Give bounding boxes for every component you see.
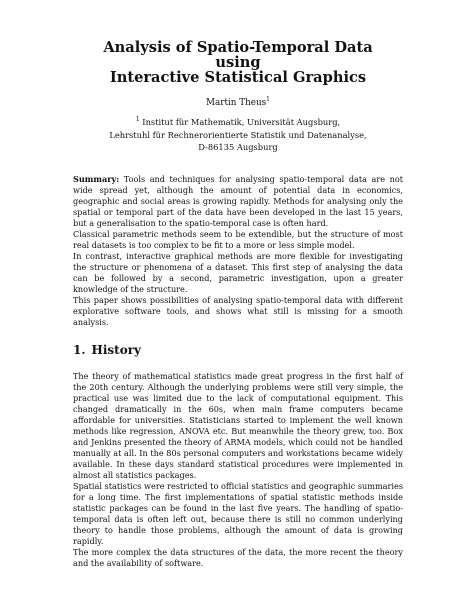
affiliation-block [73,116,403,154]
section-heading [73,343,403,357]
title-line-1: Analysis of Spatio-Temporal Data [103,39,373,56]
summary-paragraph [73,174,403,229]
author-footnote-mark: 1 [266,96,270,104]
summary-label: Summary: [73,173,120,184]
summary-text-1: Tools and techniques for analysing spatio-temporal data are not wide spread yet, although the amount of potential data in economics, geographic and social areas is growing rapidly. Methods for analysing only the spatial or temporal part of the data have been developed in the last 15 years, but a generalisation to the spatio-temporal case is often hard. [73,173,404,228]
summary-block [73,174,403,328]
affiliation-mark: 1 [135,116,140,124]
body-paragraph: Spatial statistics were restricted to official statistics and geographic summaries for a long time. The first implementations of spatial statistic methods inside statistic packages can be found in the last five years. The handling of spatio-temporal data is often left out, because there is still no common underlying theory to handle those problems, although the amount of data is growing rapidly. [73,480,403,546]
summary-paragraph: In contrast, interactive graphical methods are more flexible for investigating the structure or phenomena of a dataset. This first step of analysing the data can be followed by a second, parametric investigation, upon a greater knowledge of the structure. [73,250,403,294]
affiliation-line-3: D-86135 Augsburg [198,142,278,152]
affiliation-line-2: Lehrstuhl für Rechnerorientierte Statistik und Datenanalyse, [109,129,367,140]
paper-page [73,40,403,569]
section-title: History [91,342,142,357]
title-line-3: Interactive Statistical Graphics [109,69,367,86]
summary-paragraph: This paper shows possibilities of analysing spatio-temporal data with different explorative software tools, and shows what still is missing for a smooth analysis. [73,294,403,327]
body-paragraph: The more complex the data structures of the data, the more recent the theory and the availability of software. [73,546,403,568]
title-line-2: using [215,54,261,71]
affiliation-line-1 [73,116,403,129]
body-paragraph: The theory of mathematical statistics made great progress in the first half of the 20th century. Although the underlying problems were still very simple, the practical use was limited due to the lack of computational equipment. This changed dramatically in the 60s, when main frame computers became affordable for universities. Statisticians started to implement the well known methods like regression, ANOVA etc. But meanwhile the theory grew, too. Box and Jenkins presented the theory of ARMA models, which could not be handled manually at all. In the 80s personal computers and workstations became widely available. In these days standard statistical procedures were implemented in almost all statistics packages. [73,370,403,480]
author-name: Martin Theus [205,98,267,108]
section-number: 1. [73,342,86,357]
summary-paragraph: Classical parametric methods seem to be extendible, but the structure of most real datasets is too complex to be fit to a more or less simple model. [73,228,403,250]
affiliation-institute: Institut für Mathematik, Universität Augsburg, [142,117,341,127]
author-line [73,98,403,109]
section-body [73,371,403,569]
paper-title [73,40,403,85]
